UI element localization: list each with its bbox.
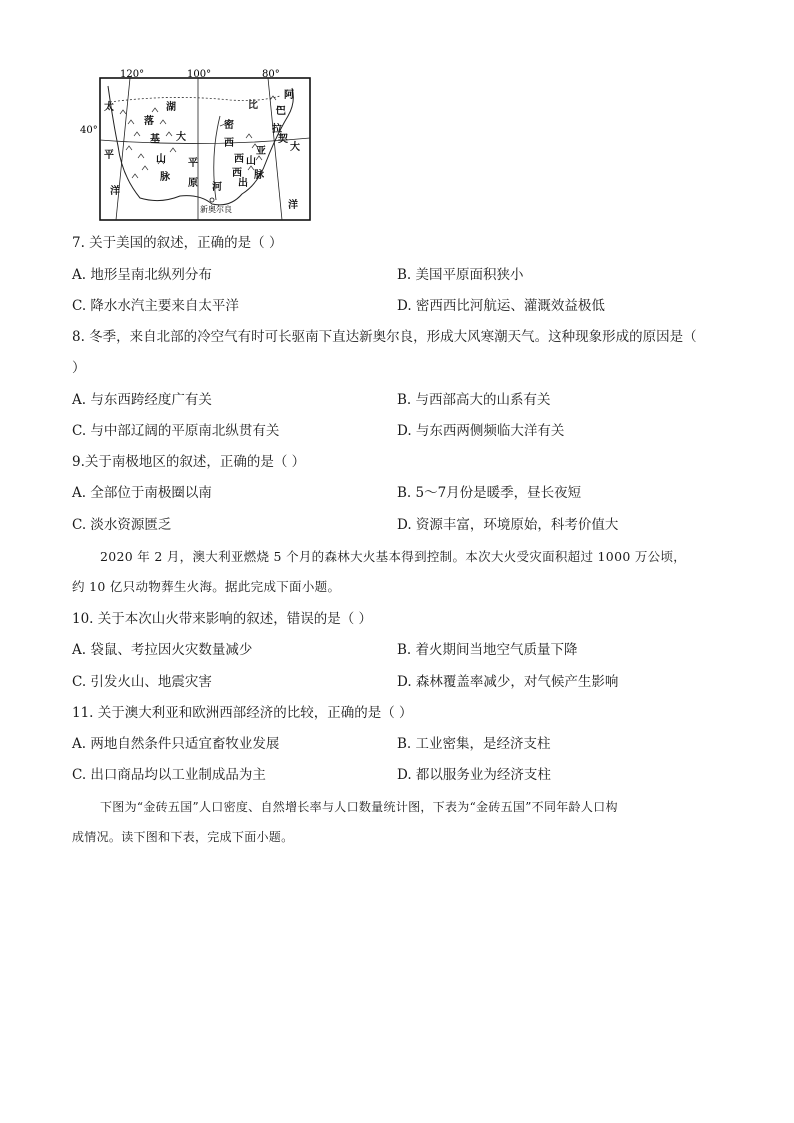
map-label-xi3: 西 [232, 168, 242, 179]
passage2-line2: 成情况。读下图和下表，完成下面小题。 [72, 830, 294, 844]
q8-option-c[interactable]: C. 与中部辽阔的平原南北纵贯有关 [72, 423, 280, 439]
map-label-mai2: 脉 [254, 170, 264, 181]
q10-option-c[interactable]: C. 引发火山、地震灾害 [72, 674, 212, 690]
city-marker [210, 198, 214, 202]
q8-stem-end: ） [72, 360, 86, 376]
q9-stem: 9.关于南极地区的叙述，正确的是（ ） [72, 454, 306, 470]
map-label-chu: 出 [238, 178, 248, 189]
usa-map [70, 66, 320, 232]
passage1-line1: 2020 年 2 月，澳大利亚燃烧 5 个月的森林大火基本得到控制。本次大火受灾面积超过 1000 万公顷， [100, 549, 687, 564]
map-label-he: 河 [212, 182, 222, 193]
passage1-line2: 约 10 亿只动物葬生火海。据此完成下面小题。 [72, 579, 341, 594]
map-label-tai: 太 [104, 102, 114, 113]
map-label-da2: 大 [290, 142, 300, 153]
map-label-qi: 契 [278, 134, 288, 145]
map-label-xi: 西 [234, 154, 244, 165]
q11-stem: 11. 关于澳大利亚和欧洲西部经济的比较，正确的是（ ） [72, 705, 413, 721]
lon-label-120: 120° [120, 69, 145, 80]
q7-option-b[interactable]: B. 美国平原面积狭小 [397, 267, 524, 283]
q11-option-c[interactable]: C. 出口商品均以工业制成品为主 [72, 767, 266, 783]
map-label-mai: 脉 [160, 172, 170, 183]
map-city-label: 新奥尔良 [200, 205, 232, 214]
q8-stem: 8. 冬季，来自北部的冷空气有时可长驱南下直达新奥尔良，形成大风寒潮天气。这种现象形成的原因是（ [72, 329, 697, 345]
q9-option-a[interactable]: A. 全部位于南极圈以南 [72, 485, 212, 501]
q8-option-b[interactable]: B. 与西部高大的山系有关 [397, 392, 551, 408]
q7-option-d[interactable]: D. 密西西比河航运、灌溉效益极低 [397, 298, 605, 314]
q10-option-a[interactable]: A. 袋鼠、考拉因火灾数量减少 [72, 642, 253, 658]
q8-option-d[interactable]: D. 与东西两侧频临大洋有关 [397, 423, 565, 439]
q9-option-c[interactable]: C. 淡水资源匮乏 [72, 517, 172, 533]
passage2-line1: 下图为“金砖五国”人口密度、自然增长率与人口数量统计图，下表为“金砖五国”不同年龄人口构 [100, 800, 618, 814]
map-label-mi: 密 [224, 120, 234, 131]
map-label-yang: 洋 [110, 186, 120, 197]
q7-option-a[interactable]: A. 地形呈南北纵列分布 [72, 267, 212, 283]
q11-option-b[interactable]: B. 工业密集，是经济支柱 [397, 736, 551, 752]
map-label-ping2: 平 [188, 158, 198, 169]
map-label-yuan: 原 [188, 178, 198, 189]
q10-stem: 10. 关于本次山火带来影响的叙述，错误的是（ ） [72, 611, 373, 627]
map-label-luo: 落 [144, 116, 154, 127]
map-label-ping: 平 [104, 150, 114, 161]
map-label-ba: 巴 [276, 106, 286, 117]
map-label-a: 阿 [284, 90, 294, 101]
map-label-yang2: 洋 [288, 200, 298, 211]
q10-option-d[interactable]: D. 森林覆盖率减少，对气候产生影响 [397, 674, 619, 690]
lon-label-80: 80° [262, 69, 280, 80]
map-label-shan: 山 [156, 154, 166, 165]
map-label-shan2: 山 [246, 156, 256, 167]
map-label-ya: 亚 [256, 146, 266, 157]
q9-option-b[interactable]: B. 5～7月份是暖季，昼长夜短 [397, 485, 582, 501]
q10-option-b[interactable]: B. 着火期间当地空气质量下降 [397, 642, 578, 658]
lat-label-40: 40° [80, 125, 98, 136]
lon-label-100: 100° [187, 69, 212, 80]
map-label-hu: 湖 [166, 102, 176, 113]
q9-option-d[interactable]: D. 资源丰富，环境原始，科考价值大 [397, 517, 619, 533]
q7-option-c[interactable]: C. 降水水汽主要来自太平洋 [72, 298, 239, 314]
map-label-xi2: 西 [224, 138, 234, 149]
map-label-la: 拉 [272, 124, 282, 135]
map-label-bi: 比 [248, 100, 258, 111]
map-label-ji: 基 [150, 134, 160, 145]
q11-option-a[interactable]: A. 两地自然条件只适宜畜牧业发展 [72, 736, 280, 752]
q8-option-a[interactable]: A. 与东西跨经度广有关 [72, 392, 212, 408]
map-label-da: 大 [176, 132, 186, 143]
q7-stem: 7. 关于美国的叙述，正确的是（ ） [72, 235, 283, 251]
q11-option-d[interactable]: D. 都以服务业为经济支柱 [397, 767, 551, 783]
